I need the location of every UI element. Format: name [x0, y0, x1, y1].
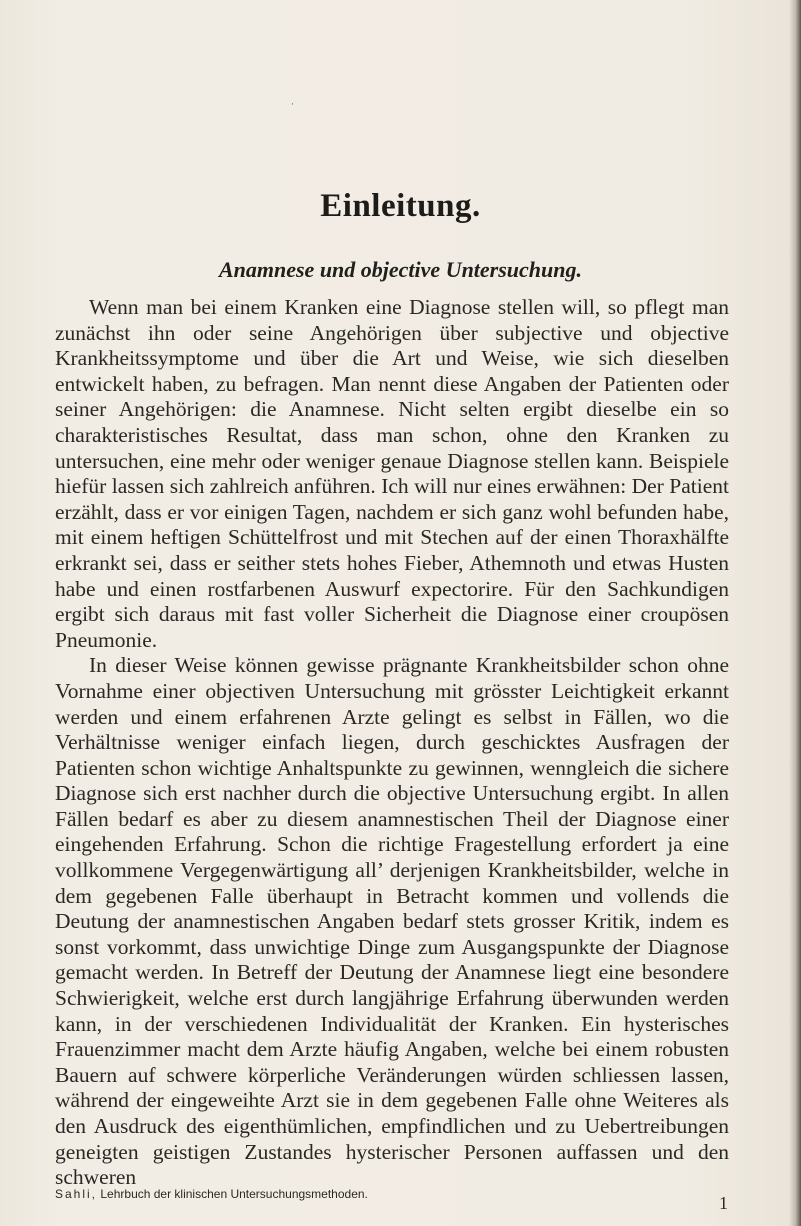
footer-book-title: Lehrbuch der klinischen Untersuchungsmethoden.	[100, 1187, 368, 1201]
ink-speck: ·	[291, 100, 294, 110]
body-text	[55, 295, 729, 1191]
page-number: 1	[719, 1193, 728, 1213]
paragraph-1: Wenn man bei einem Kranken eine Diagnose stellen will, so pflegt man zunächst ihn oder seine Angehörigen über subjective und objective Krankheitssymptome und über die Art und Weise, wie sich dieselben entwickelt haben, zu befragen. Man nennt diese Angaben der Patienten oder seiner Angehörigen: die Anamnese. Nicht selten ergibt dieselbe ein so charakteristisches Resultat, dass man schon, ohne den Kranken zu untersuchen, eine mehr oder weniger genaue Diagnose stellen kann. Beispiele hiefür lassen sich zahlreich anführen. Ich will nur eines erwähnen: Der Patient erzählt, dass er vor einigen Tagen, nachdem er sich ganz wohl befunden habe, mit einem heftigen Schüttelfrost und mit Stechen auf der einen Thoraxhälfte erkrankt sei, dass er seither stets hohes Fieber, Athemnoth und etwas Husten habe und einen rostfarbenen Auswurf expectorire. Für den Sachkundigen ergibt sich daraus mit fast voller Sicherheit die Diagnose einer croupösen Pneumonie.	[55, 295, 729, 652]
page-edge-shadow	[789, 0, 801, 1226]
footer-author: Sahli,	[55, 1187, 98, 1201]
footer-signature	[55, 1187, 729, 1201]
paragraph-2: In dieser Weise können gewisse prägnante Krankheitsbilder schon ohne Vornahme einer objectiven Untersuchung mit grösster Leichtigkeit erkannt werden und einem erfahrenen Arzte gelingt es selbst in Fällen, wo die Verhältnisse weniger einfach liegen, durch geschicktes Ausfragen der Patienten schon wichtige Anhaltspunkte zu gewinnen, wenngleich die sichere Diagnose sich erst nachher durch die objective Untersuchung ergibt. In allen Fällen bedarf es aber zu diesem anamnestischen Theil der Diagnose einer eingehenden Erfahrung. Schon die richtige Fragestellung erfordert ja eine vollkommene Vergegenwärtigung all’ derjenigen Krankheitsbilder, welche in dem gegebenen Falle überhaupt in Betracht kommen und vollends die Deutung der anamnestischen Angaben bedarf stets grosser Kritik, indem es sonst vorkommt, dass unwichtige Dinge zum Ausgangspunkte der Diagnose gemacht werden. In Betreff der Deutung der Anamnese liegt eine besondere Schwierigkeit, welche erst durch langjährige Erfahrung überwunden werden kann, in der verschiedenen Individualität der Kranken. Ein hysterisches Frauenzimmer macht dem Arzte häufig Angaben, welche bei einem robusten Bauern auf schwere körperliche Veränderungen würden schliessen lassen, während der eingeweihte Arzt sie in dem gegebenen Falle ohne Weiteres als den Ausdruck des eigenthümlichen, empfindlichen und zu Uebertreibungen geneigten geistigen Zustandes hysterischer Personen auffassen und den schweren	[55, 653, 729, 1190]
chapter-title: Einleitung.	[320, 188, 481, 224]
section-title: Anamnese und objective Untersuchung.	[218, 257, 583, 282]
